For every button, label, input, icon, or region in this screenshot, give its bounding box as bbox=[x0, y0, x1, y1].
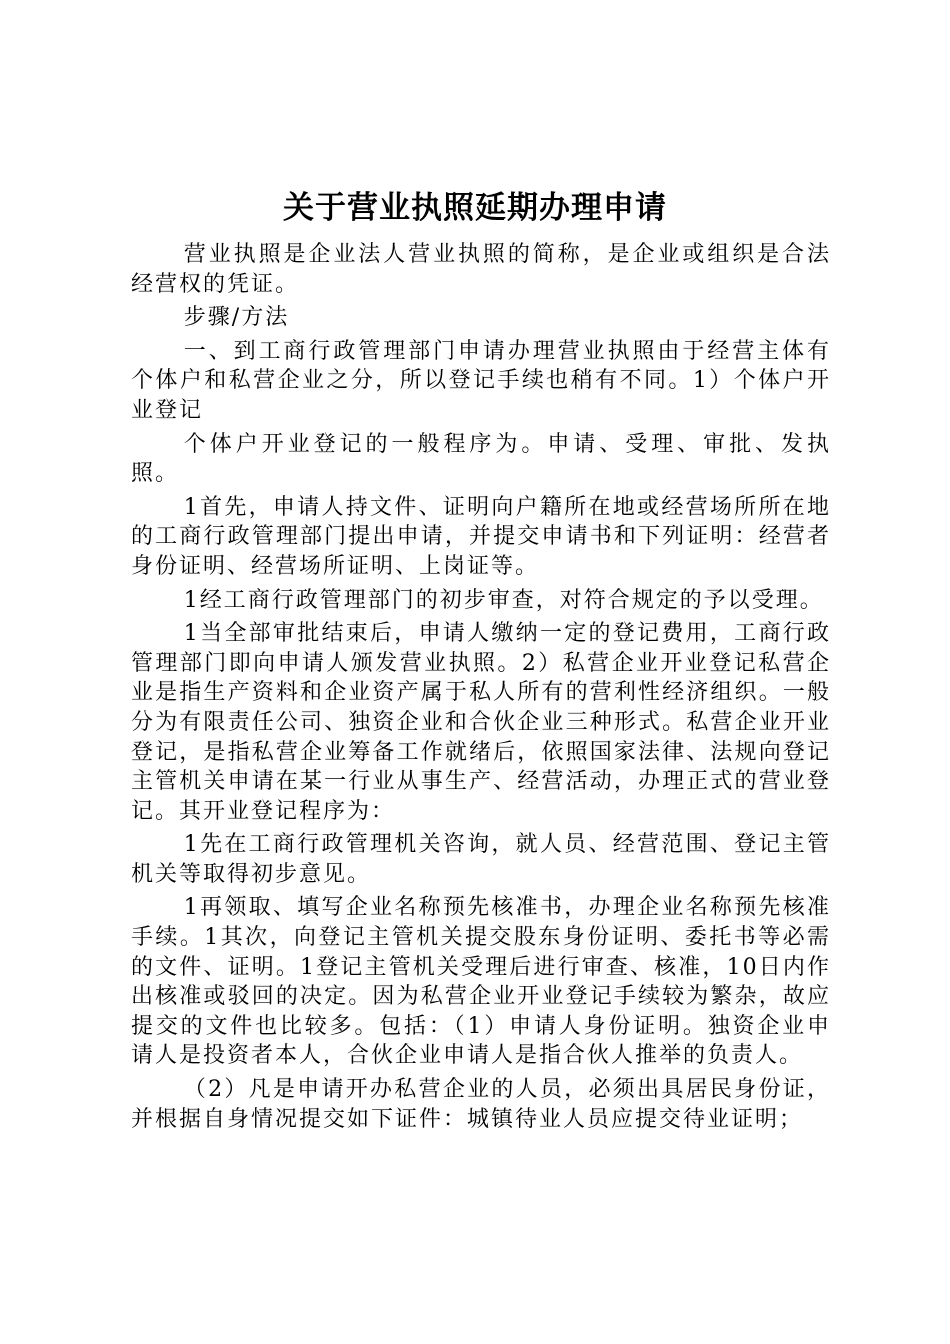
paragraph: 1先在工商行政管理机关咨询，就人员、经营范围、登记主管机关等取得初步意见。 bbox=[131, 832, 831, 887]
paragraph: 1当全部审批结束后，申请人缴纳一定的登记费用，工商行政管理部门即向申请人颁发营业执照。2）私营企业开业登记私营企业是指生产资料和企业资产属于私人所有的营利性经济组织。一般分为有限责任公司、独资企业和合伙企业三种形式。私营企业开业登记，是指私营企业筹备工作就绪后，依照国家法律、法规向登记主管机关申请在某一行业从事生产、经营活动，办理正式的营业登记。其开业登记程序为： bbox=[131, 621, 831, 824]
paragraph: 步骤/方法 bbox=[183, 305, 290, 331]
paragraph: 1经工商行政管理部门的初步审查，对符合规定的予以受理。 bbox=[183, 587, 824, 613]
paragraph: （2）凡是申请开办私营企业的人员，必须出具居民身份证，并根据自身情况提交如下证件：城镇待业人员应提交待业证明； bbox=[131, 1077, 831, 1132]
paragraph: 个体户开业登记的一般程序为。申请、受理、审批、发执照。 bbox=[131, 431, 831, 487]
paragraph: 1首先，申请人持文件、证明向户籍所在地或经营场所所在地的工商行政管理部门提出申请，并提交申请书和下列证明：经营者身份证明、经营场所证明、上岗证等。 bbox=[131, 494, 831, 579]
paragraph: 一、到工商行政管理部门申请办理营业执照由于经营主体有个体户和私营企业之分，所以登记手续也稍有不同。1）个体户开业登记 bbox=[131, 338, 831, 423]
document-body bbox=[131, 240, 831, 1138]
document-title: 关于营业执照延期办理申请 bbox=[283, 190, 667, 226]
paragraph: 营业执照是企业法人营业执照的简称，是企业或组织是合法经营权的凭证。 bbox=[131, 242, 831, 297]
paragraph: 1再领取、填写企业名称预先核准书，办理企业名称预先核准手续。1其次，向登记主管机关提交股东身份证明、委托书等必需的文件、证明。1登记主管机关受理后进行审查、核准，10日内作出核准或驳回的决定。因为私营企业开业登记手续较为繁杂，故应提交的文件也比较多。包括：（1）申请人身份证明。独资企业申请人是投资者本人，合伙企业申请人是指合伙人推举的负责人。 bbox=[131, 895, 831, 1069]
